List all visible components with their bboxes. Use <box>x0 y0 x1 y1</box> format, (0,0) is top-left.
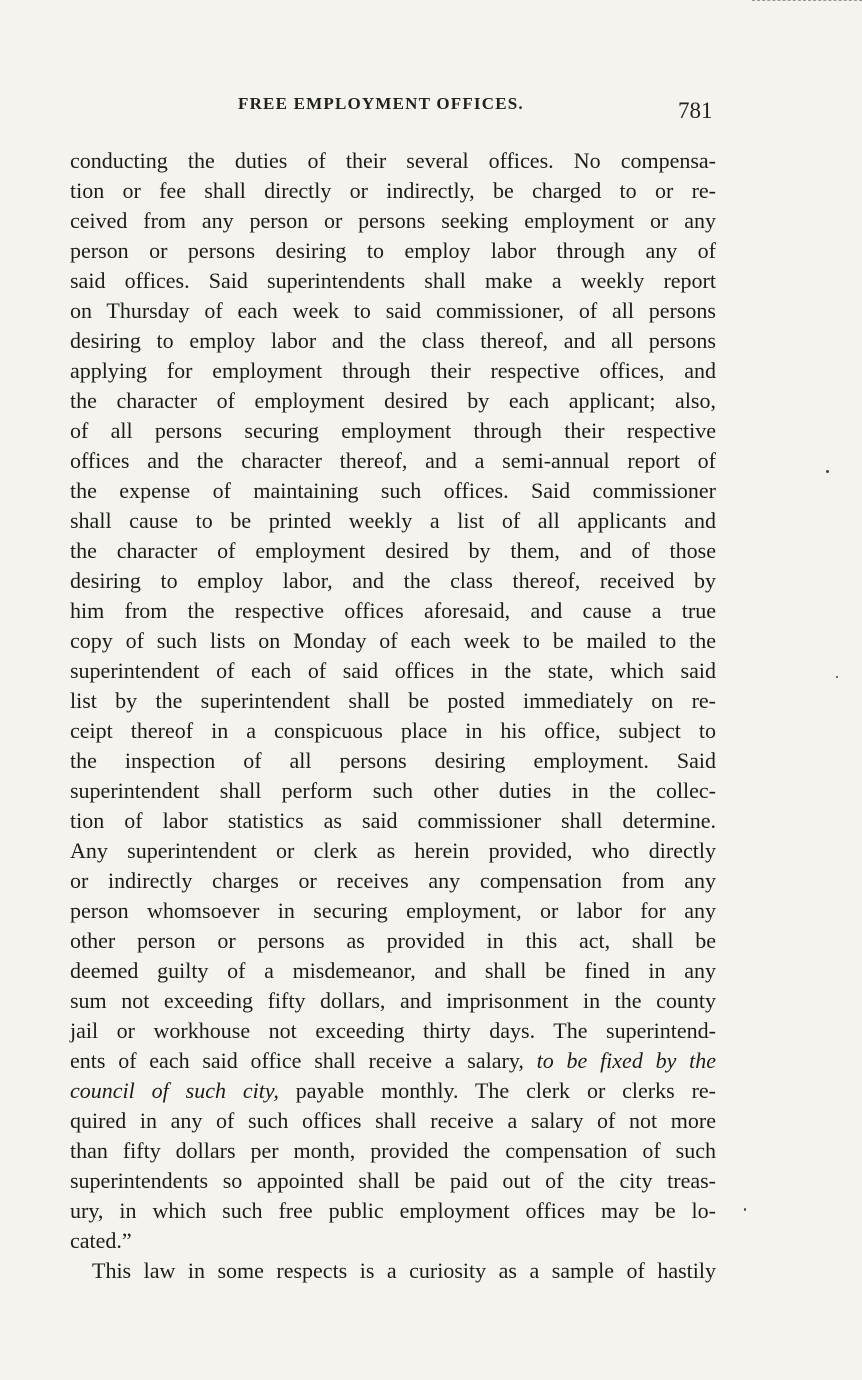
text-line: of all persons securing employment through their respective <box>70 418 716 443</box>
text-line-closing: cated.” <box>70 1228 132 1253</box>
text-line <box>70 1076 716 1106</box>
text-line <box>70 1046 716 1076</box>
italic-run: to be fixed by the <box>536 1048 716 1073</box>
text-line: desiring to employ labor and the class thereof, and all persons <box>70 328 716 353</box>
text-line: tion of labor statistics as said commissioner shall determine. <box>70 808 716 833</box>
text-line: said offices. Said superintendents shall make a weekly report <box>70 268 716 293</box>
ink-speck <box>836 676 838 678</box>
text-line: Any superintendent or clerk as herein provided, who directly <box>70 838 716 863</box>
text-line: quired in any of such offices shall receive a salary of not more <box>70 1108 716 1133</box>
text-line: shall cause to be printed weekly a list of all applicants and <box>70 508 716 533</box>
text-line: copy of such lists on Monday of each week to be mailed to the <box>70 628 716 653</box>
text-line-new-paragraph: This law in some respects is a curiosity as a sample of hastily <box>92 1258 716 1283</box>
text-line: other person or persons as provided in this act, shall be <box>70 928 716 953</box>
text-line: him from the respective offices aforesaid, and cause a true <box>70 598 716 623</box>
text-line: applying for employment through their respective offices, and <box>70 358 716 383</box>
text-line: ceipt thereof in a conspicuous place in his office, subject to <box>70 718 716 743</box>
text-line: or indirectly charges or receives any compensation from any <box>70 868 716 893</box>
text-line: superintendent shall perform such other duties in the collec- <box>70 778 716 803</box>
ink-speck <box>744 1208 746 1211</box>
text-line: deemed guilty of a misdemeanor, and shall be fined in any <box>70 958 716 983</box>
text-line: ceived from any person or persons seeking employment or any <box>70 208 716 233</box>
text-run: ents of each said office shall receive a salary, <box>70 1048 537 1073</box>
text-line: the expense of maintaining such offices. Said commissioner <box>70 478 716 503</box>
text-line: tion or fee shall directly or indirectly, be charged to or re- <box>70 178 716 203</box>
text-line: ury, in which such free public employment offices may be lo- <box>70 1198 716 1223</box>
text-line: offices and the character thereof, and a semi-annual report of <box>70 448 716 473</box>
ink-speck <box>826 470 829 473</box>
text-line: superintendents so appointed shall be paid out of the city treas- <box>70 1168 716 1193</box>
running-title: FREE EMPLOYMENT OFFICES. <box>238 94 524 113</box>
text-line: the character of employment desired by each applicant; also, <box>70 388 716 413</box>
page-edge-mark <box>752 0 862 7</box>
text-line: jail or workhouse not exceeding thirty days. The superintend- <box>70 1018 716 1043</box>
text-line: the inspection of all persons desiring employment. Said <box>70 748 716 773</box>
page-number: 781 <box>678 98 713 123</box>
body-text <box>70 146 716 1286</box>
text-line: conducting the duties of their several offices. No compensa- <box>70 148 716 173</box>
italic-run: council of such city, <box>70 1078 279 1103</box>
text-line: person or persons desiring to employ labor through any of <box>70 238 716 263</box>
text-line: on Thursday of each week to said commissioner, of all persons <box>70 298 716 323</box>
text-line: than fifty dollars per month, provided the compensation of such <box>70 1138 716 1163</box>
text-line: sum not exceeding fifty dollars, and imprisonment in the county <box>70 988 716 1013</box>
text-line: superintendent of each of said offices in the state, which said <box>70 658 716 683</box>
text-run: payable monthly. The clerk or clerks re- <box>278 1078 716 1103</box>
text-line: the character of employment desired by them, and of those <box>70 538 716 563</box>
text-line: list by the superintendent shall be posted immediately on re- <box>70 688 716 713</box>
text-line: person whomsoever in securing employment, or labor for any <box>70 898 716 923</box>
text-line: desiring to employ labor, and the class thereof, received by <box>70 568 716 593</box>
